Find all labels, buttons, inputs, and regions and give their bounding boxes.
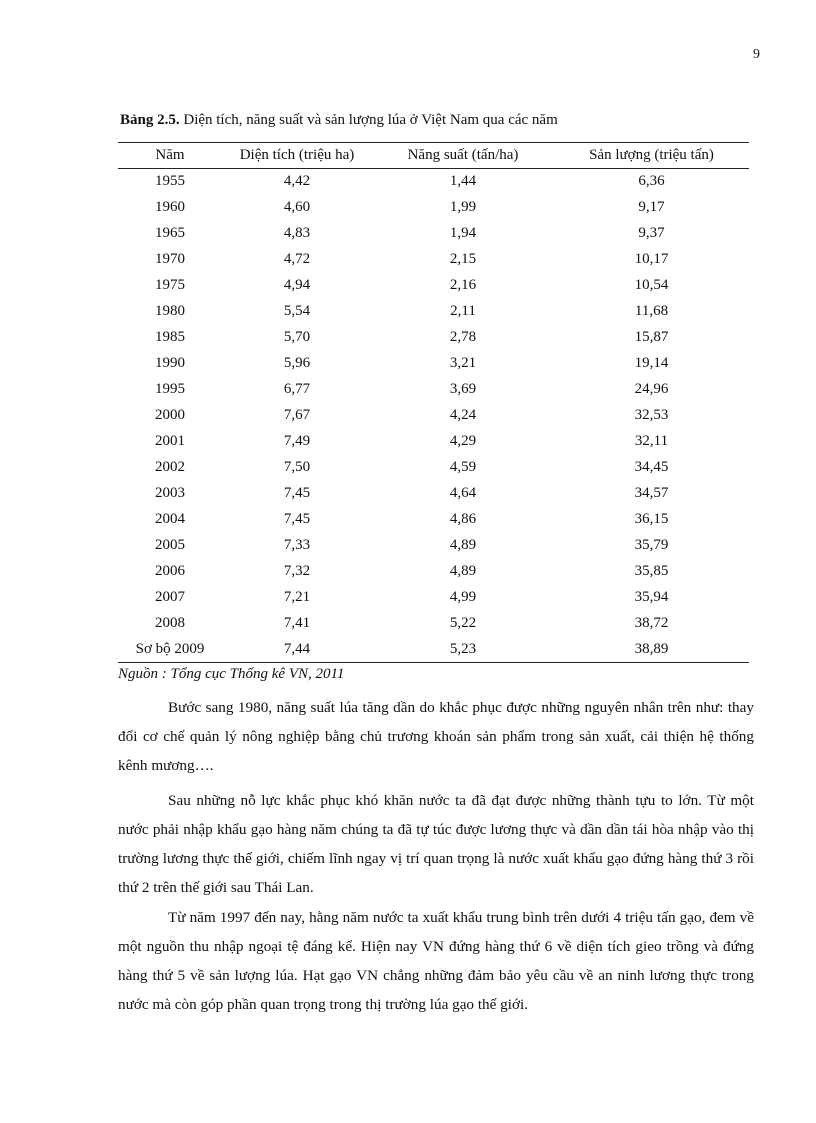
cell-area: 4,72 [283,251,311,267]
cell-production: 11,68 [634,303,669,319]
cell-yield: 4,64 [449,485,477,501]
cell-year: 1975 [155,277,185,293]
cell-area: 5,54 [283,303,311,319]
header-area: Diện tích (triệu ha) [222,143,372,169]
table-row [118,221,749,247]
paragraph-1: Bước sang 1980, năng suất lúa tăng dần do khắc phục được những nguyên nhân trên như: thay đổi cơ chế quản lý nông nghiệp bằng chủ trương khoán sản phẩm trong sản xuất, cải thiện hệ thống kênh mương…. [118,699,754,774]
cell-area: 5,70 [283,329,311,345]
table-row [118,195,749,221]
cell-year: 1985 [155,329,185,345]
cell-year: 1980 [155,303,185,319]
table-row [118,455,749,481]
cell-year: 2007 [155,589,185,605]
cell-yield: 4,99 [449,589,477,605]
table-row [118,507,749,533]
table-row [118,273,749,299]
cell-yield: 3,69 [449,381,477,397]
cell-area: 7,67 [283,407,311,423]
cell-production: 9,37 [638,225,665,241]
cell-area: 4,83 [283,225,311,241]
table-row [118,325,749,351]
cell-production: 35,94 [634,589,669,605]
table-row [118,169,749,195]
cell-year: 2003 [155,485,185,501]
cell-production: 15,87 [634,329,669,345]
cell-year: 1990 [155,355,185,371]
cell-production: 19,14 [634,355,669,371]
cell-year: Sơ bộ 2009 [118,637,222,663]
cell-yield: 2,11 [450,303,476,319]
cell-area: 4,94 [283,277,311,293]
cell-yield: 2,15 [449,251,477,267]
table-row [118,559,749,585]
cell-production: 38,89 [554,637,749,663]
cell-yield: 5,22 [449,615,477,631]
cell-area: 7,49 [283,433,311,449]
header-year: Năm [118,143,222,169]
table-row [118,299,749,325]
cell-area: 4,60 [283,199,311,215]
cell-production: 10,54 [634,277,669,293]
header-yield: Năng suất (tấn/ha) [372,143,554,169]
cell-production: 9,17 [638,199,665,215]
cell-yield: 5,23 [372,637,554,663]
cell-year: 1970 [155,251,185,267]
cell-yield: 3,21 [449,355,477,371]
cell-production: 32,53 [634,407,669,423]
cell-yield: 4,29 [449,433,477,449]
table-header-row [118,143,749,169]
cell-area: 6,77 [283,381,311,397]
cell-area: 7,32 [283,563,311,579]
table-row [118,637,749,663]
cell-production: 32,11 [634,433,669,449]
table-row [118,611,749,637]
cell-year: 1995 [155,381,185,397]
cell-area: 7,41 [283,615,311,631]
cell-year: 2008 [155,615,185,631]
paragraph-2: Sau những nỗ lực khắc phục khó khăn nước ta đã đạt được những thành tựu to lớn. Từ một nước phải nhập khẩu gạo hàng năm chúng ta đã tự túc được lương thực và dần dần tái hòa nhập vào thị trường lương thực thế giới, chiếm lĩnh ngay vị trí quan trọng là nước xuất khẩu gạo đứng hàng thứ 3 rồi thứ 2 trên thế giới sau Thái Lan. [118,792,754,896]
cell-year: 1965 [155,225,185,241]
cell-yield: 2,78 [449,329,477,345]
table-row [118,429,749,455]
cell-yield: 1,99 [449,199,477,215]
cell-year: 2005 [155,537,185,553]
cell-production: 34,57 [634,485,669,501]
cell-yield: 4,89 [449,537,477,553]
table-caption-text: Diện tích, năng suất và sản lượng lúa ở Việt Nam qua các năm [179,112,558,128]
cell-year: 2002 [155,459,185,475]
cell-production: 36,15 [634,511,669,527]
cell-year: 2001 [155,433,185,449]
cell-area: 7,45 [283,511,311,527]
table-row [118,585,749,611]
cell-yield: 1,44 [449,173,477,190]
cell-production: 35,85 [634,563,669,579]
cell-area: 7,44 [222,637,372,663]
table-row [118,481,749,507]
table-row [118,247,749,273]
table-row [118,351,749,377]
table-row [118,533,749,559]
cell-year: 2006 [155,563,185,579]
header-production: Sản lượng (triệu tấn) [554,143,749,169]
cell-year: 1960 [155,199,185,215]
cell-yield: 4,24 [449,407,477,423]
cell-area: 7,50 [283,459,311,475]
table-row [118,403,749,429]
cell-production: 10,17 [634,251,669,267]
cell-area: 7,21 [283,589,311,605]
table-source: Nguồn : Tổng cục Thống kê VN, 2011 [118,666,345,682]
rice-statistics-table [118,142,749,663]
cell-year: 2000 [155,407,185,423]
cell-production: 38,72 [634,615,669,631]
page-number: 9 [753,47,760,62]
table-caption-label: Bảng 2.5. [120,112,180,128]
cell-production: 6,36 [638,173,665,190]
paragraph-3: Từ năm 1997 đến nay, hằng năm nước ta xuất khẩu trung bình trên dưới 4 triệu tấn gạo, đem về một nguồn thu nhập ngoại tệ đáng kể. Hiện nay VN đứng hàng thứ 6 về diện tích gieo trồng và đứng hàng thứ 5 về sản lượng lúa. Hạt gạo VN chẳng những đảm bảo yêu cầu về an ninh lương thực trong nước mà còn góp phần quan trọng trong thị trường lúa gạo thế giới. [118,909,754,1013]
cell-area: 5,96 [283,355,311,371]
cell-yield: 4,89 [449,563,477,579]
cell-year: 2004 [155,511,185,527]
cell-year: 1955 [155,173,185,190]
cell-production: 35,79 [634,537,669,553]
cell-yield: 1,94 [449,225,477,241]
cell-yield: 4,59 [449,459,477,475]
cell-yield: 4,86 [449,511,477,527]
cell-area: 7,33 [283,537,311,553]
cell-area: 7,45 [283,485,311,501]
cell-area: 4,42 [283,173,311,190]
table-row [118,377,749,403]
cell-production: 34,45 [634,459,669,475]
table-body [118,169,749,663]
table-caption [120,112,558,129]
cell-production: 24,96 [634,381,669,397]
cell-yield: 2,16 [449,277,477,293]
